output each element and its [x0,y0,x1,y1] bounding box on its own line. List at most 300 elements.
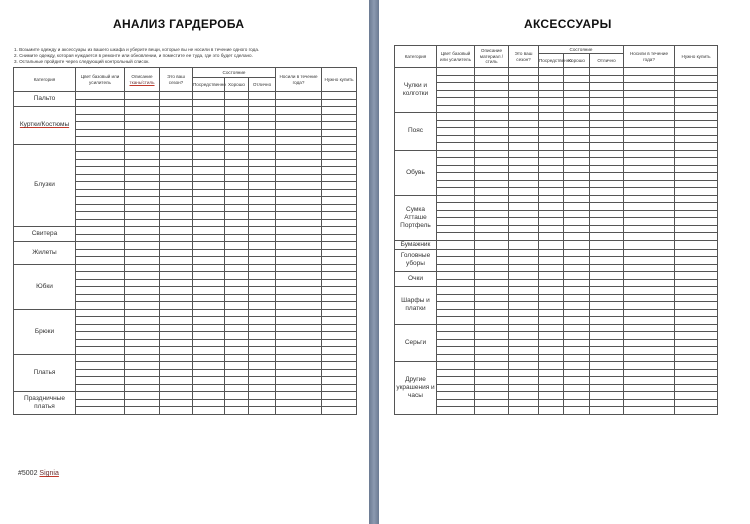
table-cell[interactable] [322,407,357,415]
table-cell[interactable] [590,218,624,226]
table-cell[interactable] [624,294,675,302]
table-cell[interactable] [539,98,564,106]
table-cell[interactable] [539,83,564,91]
table-cell[interactable] [539,317,564,325]
table-cell[interactable] [249,204,276,212]
table-cell[interactable] [675,135,718,143]
table-cell[interactable] [675,128,718,136]
table-cell[interactable] [624,203,675,211]
table-cell[interactable] [322,189,357,197]
table-cell[interactable] [539,90,564,98]
table-cell[interactable] [276,189,322,197]
table-cell[interactable] [125,354,160,362]
table-cell[interactable] [160,384,193,392]
table-cell[interactable] [509,233,539,241]
table-cell[interactable] [475,75,509,83]
table-cell[interactable] [475,233,509,241]
table-cell[interactable] [564,294,590,302]
table-cell[interactable] [322,399,357,407]
table-cell[interactable] [624,309,675,317]
table-cell[interactable] [437,279,475,287]
table-cell[interactable] [564,302,590,310]
table-cell[interactable] [475,105,509,113]
table-cell[interactable] [564,225,590,233]
table-cell[interactable] [437,90,475,98]
table-cell[interactable] [249,324,276,332]
table-cell[interactable] [624,362,675,370]
table-cell[interactable] [249,99,276,107]
table-cell[interactable] [322,347,357,355]
table-cell[interactable] [76,369,125,377]
table-cell[interactable] [322,114,357,122]
table-cell[interactable] [624,68,675,76]
table-cell[interactable] [193,264,225,272]
table-cell[interactable] [276,249,322,257]
table-cell[interactable] [590,135,624,143]
table-cell[interactable] [225,99,249,107]
table-cell[interactable] [160,189,193,197]
table-cell[interactable] [509,272,539,280]
table-cell[interactable] [564,188,590,196]
table-cell[interactable] [437,272,475,280]
table-cell[interactable] [475,210,509,218]
table-cell[interactable] [539,279,564,287]
table-cell[interactable] [564,249,590,257]
table-cell[interactable] [437,347,475,355]
table-cell[interactable] [509,113,539,121]
table-cell[interactable] [539,240,564,249]
table-cell[interactable] [322,392,357,400]
table-cell[interactable] [76,122,125,130]
table-cell[interactable] [590,158,624,166]
table-cell[interactable] [624,225,675,233]
table-cell[interactable] [564,135,590,143]
table-cell[interactable] [624,120,675,128]
table-cell[interactable] [437,377,475,385]
table-cell[interactable] [249,347,276,355]
table-cell[interactable] [249,294,276,302]
table-cell[interactable] [564,158,590,166]
table-cell[interactable] [276,234,322,242]
table-cell[interactable] [225,92,249,100]
table-cell[interactable] [193,107,225,115]
table-cell[interactable] [624,264,675,272]
table-cell[interactable] [193,287,225,295]
table-cell[interactable] [160,407,193,415]
table-cell[interactable] [249,287,276,295]
table-cell[interactable] [590,279,624,287]
table-cell[interactable] [590,188,624,196]
table-cell[interactable] [249,249,276,257]
table-cell[interactable] [322,354,357,362]
table-cell[interactable] [675,75,718,83]
table-cell[interactable] [590,143,624,151]
table-cell[interactable] [125,144,160,152]
table-cell[interactable] [437,210,475,218]
table-cell[interactable] [675,392,718,400]
table-cell[interactable] [475,362,509,370]
table-cell[interactable] [193,212,225,220]
table-cell[interactable] [322,167,357,175]
table-cell[interactable] [475,195,509,203]
table-cell[interactable] [225,264,249,272]
table-cell[interactable] [160,264,193,272]
table-cell[interactable] [564,317,590,325]
table-cell[interactable] [225,152,249,160]
table-cell[interactable] [539,233,564,241]
table-cell[interactable] [475,135,509,143]
table-cell[interactable] [509,128,539,136]
table-cell[interactable] [322,249,357,257]
table-cell[interactable] [509,173,539,181]
table-cell[interactable] [624,218,675,226]
table-cell[interactable] [193,339,225,347]
table-cell[interactable] [249,309,276,317]
table-cell[interactable] [539,135,564,143]
table-cell[interactable] [475,150,509,158]
table-cell[interactable] [624,150,675,158]
table-cell[interactable] [193,122,225,130]
table-cell[interactable] [193,272,225,280]
table-cell[interactable] [225,174,249,182]
table-cell[interactable] [509,218,539,226]
table-cell[interactable] [225,167,249,175]
table-cell[interactable] [125,114,160,122]
table-cell[interactable] [322,107,357,115]
table-cell[interactable] [437,384,475,392]
table-cell[interactable] [564,399,590,407]
table-cell[interactable] [564,369,590,377]
table-cell[interactable] [564,68,590,76]
table-cell[interactable] [276,302,322,310]
table-cell[interactable] [125,197,160,205]
table-cell[interactable] [193,182,225,190]
table-cell[interactable] [675,240,718,249]
table-cell[interactable] [322,159,357,167]
table-cell[interactable] [276,182,322,190]
table-cell[interactable] [249,114,276,122]
table-cell[interactable] [624,347,675,355]
table-cell[interactable] [160,309,193,317]
table-cell[interactable] [125,227,160,235]
table-cell[interactable] [509,317,539,325]
table-cell[interactable] [76,189,125,197]
table-cell[interactable] [225,242,249,250]
table-cell[interactable] [125,362,160,370]
table-cell[interactable] [539,105,564,113]
table-cell[interactable] [624,272,675,280]
table-cell[interactable] [249,122,276,130]
table-cell[interactable] [564,324,590,332]
table-cell[interactable] [675,354,718,362]
table-cell[interactable] [590,317,624,325]
table-cell[interactable] [249,234,276,242]
table-cell[interactable] [160,354,193,362]
table-cell[interactable] [624,180,675,188]
table-cell[interactable] [675,90,718,98]
table-cell[interactable] [437,203,475,211]
table-cell[interactable] [225,144,249,152]
table-cell[interactable] [225,204,249,212]
table-cell[interactable] [675,279,718,287]
table-cell[interactable] [624,332,675,340]
table-cell[interactable] [249,407,276,415]
table-cell[interactable] [322,339,357,347]
table-cell[interactable] [225,227,249,235]
table-cell[interactable] [160,362,193,370]
table-cell[interactable] [539,249,564,257]
table-cell[interactable] [675,195,718,203]
table-cell[interactable] [193,347,225,355]
table-cell[interactable] [76,407,125,415]
table-cell[interactable] [590,392,624,400]
table-cell[interactable] [322,144,357,152]
table-cell[interactable] [675,180,718,188]
table-cell[interactable] [675,210,718,218]
table-cell[interactable] [193,369,225,377]
table-cell[interactable] [160,272,193,280]
table-cell[interactable] [276,129,322,137]
table-cell[interactable] [193,354,225,362]
table-cell[interactable] [225,279,249,287]
table-cell[interactable] [76,354,125,362]
table-cell[interactable] [475,240,509,249]
table-cell[interactable] [225,287,249,295]
table-cell[interactable] [276,317,322,325]
table-cell[interactable] [125,279,160,287]
table-cell[interactable] [160,227,193,235]
table-cell[interactable] [76,287,125,295]
table-cell[interactable] [125,212,160,220]
table-cell[interactable] [225,294,249,302]
table-cell[interactable] [475,128,509,136]
table-cell[interactable] [249,129,276,137]
table-cell[interactable] [76,249,125,257]
table-cell[interactable] [539,332,564,340]
table-cell[interactable] [249,219,276,227]
table-cell[interactable] [437,150,475,158]
table-cell[interactable] [437,165,475,173]
table-cell[interactable] [509,188,539,196]
table-cell[interactable] [249,152,276,160]
table-cell[interactable] [475,369,509,377]
table-cell[interactable] [675,287,718,295]
table-cell[interactable] [322,362,357,370]
table-cell[interactable] [475,347,509,355]
table-cell[interactable] [509,302,539,310]
table-cell[interactable] [539,272,564,280]
table-cell[interactable] [322,129,357,137]
table-cell[interactable] [509,399,539,407]
table-cell[interactable] [564,150,590,158]
table-cell[interactable] [624,173,675,181]
table-cell[interactable] [76,144,125,152]
table-cell[interactable] [125,204,160,212]
table-cell[interactable] [125,242,160,250]
table-cell[interactable] [437,407,475,415]
table-cell[interactable] [564,354,590,362]
table-cell[interactable] [437,257,475,265]
table-cell[interactable] [509,105,539,113]
table-cell[interactable] [160,234,193,242]
table-cell[interactable] [160,144,193,152]
table-cell[interactable] [475,83,509,91]
table-cell[interactable] [675,264,718,272]
table-cell[interactable] [564,309,590,317]
table-cell[interactable] [125,369,160,377]
table-cell[interactable] [675,324,718,332]
table-cell[interactable] [675,143,718,151]
table-cell[interactable] [437,98,475,106]
table-cell[interactable] [539,399,564,407]
table-cell[interactable] [675,68,718,76]
table-cell[interactable] [564,392,590,400]
table-cell[interactable] [225,182,249,190]
table-cell[interactable] [125,159,160,167]
table-cell[interactable] [539,362,564,370]
table-cell[interactable] [509,392,539,400]
table-cell[interactable] [539,339,564,347]
table-cell[interactable] [590,83,624,91]
table-cell[interactable] [193,144,225,152]
table-cell[interactable] [249,167,276,175]
table-cell[interactable] [509,287,539,295]
table-cell[interactable] [249,189,276,197]
table-cell[interactable] [475,113,509,121]
table-cell[interactable] [160,107,193,115]
table-cell[interactable] [276,392,322,400]
table-cell[interactable] [590,407,624,415]
table-cell[interactable] [475,249,509,257]
table-cell[interactable] [437,302,475,310]
table-cell[interactable] [475,165,509,173]
table-cell[interactable] [125,324,160,332]
table-cell[interactable] [193,189,225,197]
table-cell[interactable] [76,234,125,242]
table-cell[interactable] [160,279,193,287]
table-cell[interactable] [76,159,125,167]
table-cell[interactable] [276,362,322,370]
table-cell[interactable] [675,369,718,377]
table-cell[interactable] [322,212,357,220]
table-cell[interactable] [539,407,564,415]
table-cell[interactable] [322,204,357,212]
table-cell[interactable] [125,189,160,197]
table-cell[interactable] [276,122,322,130]
table-cell[interactable] [249,182,276,190]
table-cell[interactable] [249,137,276,145]
table-cell[interactable] [225,219,249,227]
table-cell[interactable] [675,332,718,340]
table-cell[interactable] [590,369,624,377]
table-cell[interactable] [509,98,539,106]
table-cell[interactable] [322,242,357,250]
table-cell[interactable] [225,234,249,242]
table-cell[interactable] [276,242,322,250]
table-cell[interactable] [276,159,322,167]
table-cell[interactable] [437,240,475,249]
table-cell[interactable] [322,197,357,205]
table-cell[interactable] [76,377,125,385]
table-cell[interactable] [564,362,590,370]
table-cell[interactable] [249,392,276,400]
table-cell[interactable] [193,294,225,302]
table-cell[interactable] [76,302,125,310]
table-cell[interactable] [225,137,249,145]
table-cell[interactable] [590,150,624,158]
table-cell[interactable] [160,152,193,160]
table-cell[interactable] [509,407,539,415]
table-cell[interactable] [590,203,624,211]
table-cell[interactable] [509,203,539,211]
table-cell[interactable] [76,114,125,122]
table-cell[interactable] [624,257,675,265]
table-cell[interactable] [539,180,564,188]
table-cell[interactable] [675,83,718,91]
table-cell[interactable] [509,384,539,392]
table-cell[interactable] [675,113,718,121]
table-cell[interactable] [437,128,475,136]
table-cell[interactable] [509,257,539,265]
table-cell[interactable] [539,369,564,377]
table-cell[interactable] [509,324,539,332]
table-cell[interactable] [225,212,249,220]
table-cell[interactable] [509,68,539,76]
table-cell[interactable] [276,272,322,280]
table-cell[interactable] [249,197,276,205]
table-cell[interactable] [193,234,225,242]
table-cell[interactable] [590,309,624,317]
table-cell[interactable] [225,122,249,130]
table-cell[interactable] [225,272,249,280]
table-cell[interactable] [437,158,475,166]
table-cell[interactable] [564,233,590,241]
table-cell[interactable] [322,219,357,227]
table-cell[interactable] [437,399,475,407]
table-cell[interactable] [76,92,125,100]
table-cell[interactable] [539,392,564,400]
table-cell[interactable] [539,128,564,136]
table-cell[interactable] [475,384,509,392]
table-cell[interactable] [475,272,509,280]
table-cell[interactable] [276,294,322,302]
table-cell[interactable] [76,264,125,272]
table-cell[interactable] [475,218,509,226]
table-cell[interactable] [225,197,249,205]
table-cell[interactable] [276,167,322,175]
table-cell[interactable] [249,339,276,347]
table-cell[interactable] [125,309,160,317]
table-cell[interactable] [564,203,590,211]
table-cell[interactable] [624,195,675,203]
table-cell[interactable] [225,354,249,362]
table-cell[interactable] [539,203,564,211]
table-cell[interactable] [249,264,276,272]
table-cell[interactable] [509,377,539,385]
table-cell[interactable] [249,144,276,152]
table-cell[interactable] [675,173,718,181]
table-cell[interactable] [590,240,624,249]
table-cell[interactable] [322,317,357,325]
table-cell[interactable] [539,324,564,332]
table-cell[interactable] [276,107,322,115]
table-cell[interactable] [160,129,193,137]
table-cell[interactable] [125,167,160,175]
table-cell[interactable] [437,173,475,181]
table-cell[interactable] [675,218,718,226]
table-cell[interactable] [276,257,322,265]
table-cell[interactable] [475,287,509,295]
